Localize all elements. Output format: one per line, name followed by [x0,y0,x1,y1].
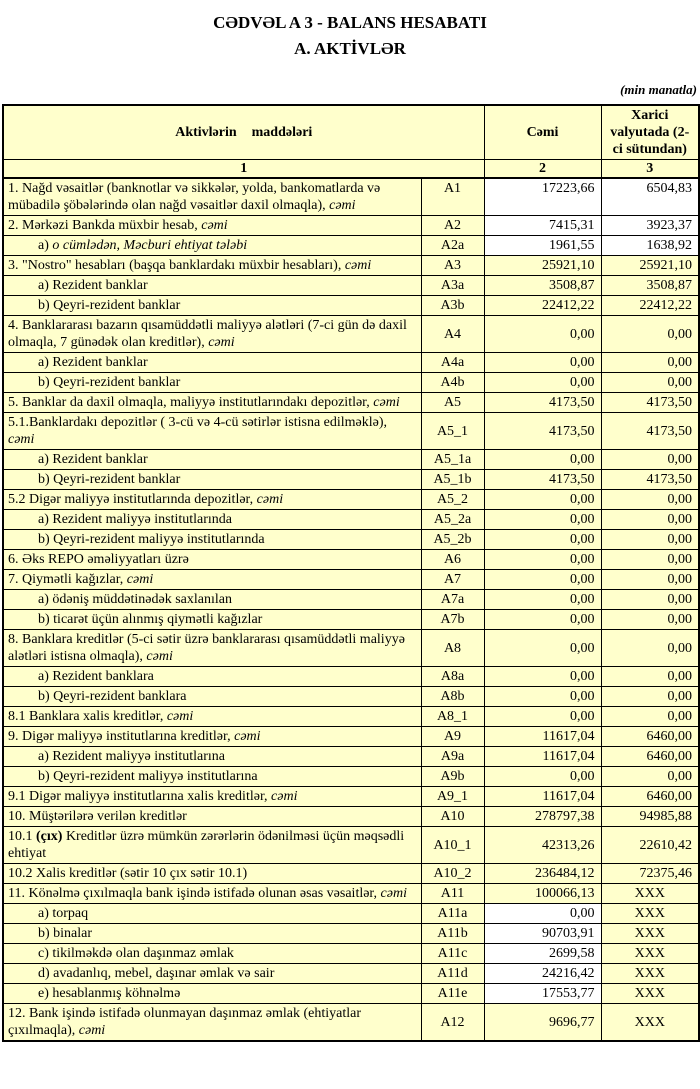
row-value-cemi: 24216,42 [484,964,601,984]
row-label [3,236,421,256]
row-label-text: o cümlədən, Məcburi ehtiyat tələbi [52,238,248,253]
row-label [3,827,421,864]
column-number-3: 3 [601,160,699,179]
row-label-text: cəmi [8,432,35,447]
row-value-cemi: 0,00 [484,353,601,373]
row-label [3,610,421,630]
row-code: A5_1b [421,470,484,490]
row-label-text: b) Qeyri-rezident banklar [38,375,181,390]
row-code: A2 [421,216,484,236]
table-row [3,490,699,510]
row-value-cemi: 11617,04 [484,747,601,767]
row-label-text: 9. Digər maliyyə institutlarına kreditlər, [8,729,235,744]
row-code: A1 [421,178,484,216]
row-value-xarici: 94985,88 [601,807,699,827]
row-label-text: b) binalar [38,926,93,941]
row-code: A9a [421,747,484,767]
table-row [3,904,699,924]
row-label [3,490,421,510]
row-value-cemi: 0,00 [484,610,601,630]
table-row [3,667,699,687]
row-label-text: d) avadanlıq, mebel, daşınar əmlak və sair [38,966,275,981]
table-row [3,787,699,807]
row-label-text: cəmi [271,789,298,804]
table-row [3,827,699,864]
row-value-cemi: 2699,58 [484,944,601,964]
row-label-text: cəmi [126,572,154,587]
row-value-xarici: 0,00 [601,767,699,787]
row-value-xarici: 0,00 [601,490,699,510]
table-row [3,373,699,393]
row-value-xarici: XXX [601,924,699,944]
table-row [3,316,699,353]
table-row [3,1004,699,1042]
row-code: A5 [421,393,484,413]
table-row [3,530,699,550]
balance-table [2,104,700,1042]
row-value-cemi: 0,00 [484,373,601,393]
row-code: A11d [421,964,484,984]
row-label-text: cəmi [78,1023,106,1038]
row-label-text: 2. Mərkəzi Bankda müxbir hesab, [8,218,202,233]
row-label-text: cəmi [329,198,356,213]
row-label-text: b) ticarət üçün alınmış qiymətli kağızlar [38,612,263,627]
row-code: A3b [421,296,484,316]
row-value-cemi: 4173,50 [484,470,601,490]
row-code: A11 [421,884,484,904]
row-label-text: a) Rezident maliyyə institutlarında [38,512,232,527]
row-value-xarici: 0,00 [601,373,699,393]
row-code: A6 [421,550,484,570]
row-label [3,276,421,296]
row-code: A8 [421,630,484,667]
header-items-column: Aktivlərin maddələri [3,105,484,160]
row-value-cemi: 0,00 [484,667,601,687]
column-number-row [3,160,699,179]
row-value-xarici: XXX [601,944,699,964]
table-header-row [3,105,699,160]
table-row [3,964,699,984]
row-label-text: 10.1 [8,829,36,844]
row-value-xarici: 0,00 [601,316,699,353]
row-value-cemi: 90703,91 [484,924,601,944]
row-code: A7 [421,570,484,590]
row-value-xarici: 4173,50 [601,393,699,413]
table-row [3,924,699,944]
row-value-xarici: 0,00 [601,590,699,610]
table-row [3,296,699,316]
row-label-text: cəmi [166,709,194,724]
row-code: A9_1 [421,787,484,807]
row-code: A8_1 [421,707,484,727]
row-label [3,413,421,450]
row-value-xarici: 0,00 [601,667,699,687]
balance-table-body [3,178,699,1041]
row-code: A10_2 [421,864,484,884]
row-label [3,687,421,707]
row-code: A7b [421,610,484,630]
row-label-text: a) Rezident banklar [38,355,148,370]
row-value-xarici: XXX [601,964,699,984]
row-label [3,667,421,687]
row-value-cemi: 7415,31 [484,216,601,236]
row-label-text: (çıx) [36,829,63,844]
page-title-line2: A. AKTİVLƏR [294,39,406,58]
table-row [3,510,699,530]
table-row [3,944,699,964]
table-row [3,807,699,827]
row-value-cemi: 4173,50 [484,393,601,413]
row-label [3,944,421,964]
row-value-cemi: 0,00 [484,510,601,530]
row-label-text: a) Rezident banklar [38,452,148,467]
table-row [3,864,699,884]
row-code: A9b [421,767,484,787]
row-value-cemi: 0,00 [484,707,601,727]
row-code: A11c [421,944,484,964]
row-value-xarici: 25921,10 [601,256,699,276]
row-code: A7a [421,590,484,610]
table-row [3,216,699,236]
row-label-text: 6. Əks REPO əməliyyatları üzrə [8,552,189,567]
row-label-text: a) Rezident maliyyə institutlarına [38,749,225,764]
table-row [3,353,699,373]
row-value-xarici: XXX [601,984,699,1004]
row-label-text: 8.1 Banklara xalis kreditlər, [8,709,167,724]
row-label [3,807,421,827]
row-code: A3a [421,276,484,296]
row-label-text: a) Rezident banklara [38,669,154,684]
table-row [3,610,699,630]
row-code: A8a [421,667,484,687]
row-label [3,373,421,393]
row-code: A2a [421,236,484,256]
row-value-cemi: 236484,12 [484,864,601,884]
row-label [3,530,421,550]
row-value-xarici: XXX [601,904,699,924]
row-label [3,884,421,904]
table-row [3,450,699,470]
row-label [3,316,421,353]
row-label-text: cəmi [146,649,173,664]
row-label [3,353,421,373]
row-code: A4a [421,353,484,373]
row-value-xarici: XXX [601,1004,699,1042]
row-label-text: b) Qeyri-rezident banklara [38,689,187,704]
row-value-cemi: 17553,77 [484,984,601,1004]
row-label-text: e) hesablanmış köhnəlmə [38,986,181,1001]
row-label [3,570,421,590]
row-value-xarici: 0,00 [601,450,699,470]
row-value-cemi: 1961,55 [484,236,601,256]
row-code: A10_1 [421,827,484,864]
table-row [3,236,699,256]
row-value-cemi: 0,00 [484,450,601,470]
row-value-xarici: 22610,42 [601,827,699,864]
row-value-cemi: 278797,38 [484,807,601,827]
row-label-text: 3. "Nostro" hesabları (başqa banklardakı müxbir hesabları), [8,258,345,273]
row-code: A10 [421,807,484,827]
row-label-text: Kreditlər üzrə mümkün zərərlərin ödənilməsi üçün məqsədli ehtiyat [8,829,405,861]
row-label [3,787,421,807]
row-label [3,747,421,767]
row-value-cemi: 100066,13 [484,884,601,904]
row-label-text: 8. Banklara kreditlər (5-ci sətir üzrə banklararası qısamüddətli maliyyə alətləri istisna olmaqla), [8,632,405,664]
row-value-xarici: 0,00 [601,570,699,590]
row-label [3,550,421,570]
row-label [3,296,421,316]
row-value-xarici: XXX [601,884,699,904]
row-value-xarici: 4173,50 [601,413,699,450]
row-value-xarici: 0,00 [601,610,699,630]
row-value-cemi: 0,00 [484,550,601,570]
row-label [3,470,421,490]
row-value-xarici: 22412,22 [601,296,699,316]
row-label-text: cəmi [373,395,400,410]
row-value-cemi: 4173,50 [484,413,601,450]
row-code: A5_2 [421,490,484,510]
row-label-text: 5.2 Digər maliyyə institutlarında depozitlər, [8,492,257,507]
row-code: A4b [421,373,484,393]
row-code: A5_1 [421,413,484,450]
row-label [3,864,421,884]
row-label [3,727,421,747]
row-value-xarici: 0,00 [601,510,699,530]
column-number-2: 2 [484,160,601,179]
row-label-text: c) tikilməkdə olan daşınmaz əmlak [38,946,234,961]
table-row [3,727,699,747]
row-code: A11b [421,924,484,944]
row-value-cemi: 0,00 [484,687,601,707]
table-row [3,590,699,610]
table-row [3,256,699,276]
row-value-cemi: 0,00 [484,767,601,787]
row-value-cemi: 42313,26 [484,827,601,864]
row-label-text: 4. Banklararası bazarın qısamüddətli maliyyə alətləri (7-ci gün də daxil olmaqla, 7 günədək olan kreditlər), [8,318,407,350]
row-label-text: a) torpaq [38,906,89,921]
row-label [3,510,421,530]
row-value-cemi: 0,00 [484,316,601,353]
row-label [3,904,421,924]
row-label-text: a) ödəniş müddətinədək saxlanılan [38,592,232,607]
row-label [3,924,421,944]
column-number-1: 1 [3,160,484,179]
row-label-text: 10. Müştərilərə verilən kreditlər [8,809,187,824]
row-label-text: 1. Nağd vəsaitlər (banknotlar və sikkələr, yolda, bankomatlarda və mübadilə şöbələrində olan nağd vəsaitlər daxil olmaqla), [8,181,381,213]
row-label-text: a) [38,238,53,253]
row-label [3,450,421,470]
table-row [3,470,699,490]
row-value-xarici: 4173,50 [601,470,699,490]
row-value-cemi: 0,00 [484,630,601,667]
row-label-text: 5. Banklar da daxil olmaqla, maliyyə institutlarındakı depozitlər, [8,395,374,410]
table-row [3,884,699,904]
row-label-text: cəmi [344,258,372,273]
row-value-xarici: 72375,46 [601,864,699,884]
row-value-xarici: 6460,00 [601,727,699,747]
row-label-text: b) Qeyri-rezident maliyyə institutlarına [38,769,258,784]
row-label [3,964,421,984]
row-value-cemi: 22412,22 [484,296,601,316]
row-value-xarici: 6460,00 [601,787,699,807]
row-code: A5_2b [421,530,484,550]
header-xarici-column: Xarici valyutada (2-ci sütundan) [601,105,699,160]
row-code: A5_2a [421,510,484,530]
row-label [3,178,421,216]
row-value-xarici: 0,00 [601,707,699,727]
table-row [3,413,699,450]
row-label-text: b) Qeyri-rezident banklar [38,472,181,487]
header-cemi-column: Cəmi [484,105,601,160]
row-value-xarici: 6460,00 [601,747,699,767]
row-value-cemi: 9696,77 [484,1004,601,1042]
row-label-text: 11. Könəlmə çıxılmaqla bank işində istifadə olunan əsas vəsaitlər, [8,886,381,901]
row-value-xarici: 0,00 [601,630,699,667]
row-code: A8b [421,687,484,707]
row-code: A11e [421,984,484,1004]
row-label-text: a) Rezident banklar [38,278,148,293]
table-row [3,767,699,787]
table-row [3,276,699,296]
row-label [3,767,421,787]
table-row [3,630,699,667]
row-label-text: 7. Qiymətli kağızlar, [8,572,127,587]
table-row [3,393,699,413]
row-value-cemi: 3508,87 [484,276,601,296]
row-label-text: cəmi [380,886,407,901]
row-label [3,393,421,413]
row-label-text: b) Qeyri-rezident maliyyə institutlarında [38,532,265,547]
page-title [0,0,700,62]
row-label [3,984,421,1004]
unit-note: (min manatla) [620,82,697,97]
row-label-text: cəmi [234,729,261,744]
table-row [3,570,699,590]
row-label-text: b) Qeyri-rezident banklar [38,298,181,313]
row-value-cemi: 11617,04 [484,727,601,747]
row-label [3,216,421,236]
row-value-xarici: 0,00 [601,353,699,373]
table-row [3,178,699,216]
row-label [3,707,421,727]
row-label-text: cəmi [256,492,284,507]
table-row [3,984,699,1004]
row-value-xarici: 0,00 [601,550,699,570]
page-title-line1: CƏDVƏL A 3 - BALANS HESABATI [213,13,487,32]
row-value-cemi: 0,00 [484,904,601,924]
row-label [3,590,421,610]
row-value-cemi: 0,00 [484,590,601,610]
row-label-text: 9.1 Digər maliyyə institutlarına xalis kreditlər, [8,789,272,804]
row-value-cemi: 0,00 [484,490,601,510]
row-value-cemi: 0,00 [484,570,601,590]
row-label-text: cəmi [201,218,228,233]
row-label-text: 5.1.Banklardakı depozitlər ( 3-cü və 4-cü sətirlər istisna edilməklə), [8,415,388,430]
row-code: A12 [421,1004,484,1042]
row-code: A9 [421,727,484,747]
row-value-cemi: 0,00 [484,530,601,550]
row-value-xarici: 3923,37 [601,216,699,236]
row-value-xarici: 6504,83 [601,178,699,216]
row-value-cemi: 25921,10 [484,256,601,276]
row-value-cemi: 17223,66 [484,178,601,216]
row-code: A4 [421,316,484,353]
row-code: A5_1a [421,450,484,470]
table-row [3,687,699,707]
row-code: A3 [421,256,484,276]
row-value-xarici: 0,00 [601,530,699,550]
row-label-text: cəmi [208,335,235,350]
row-value-xarici: 1638,92 [601,236,699,256]
table-row [3,707,699,727]
row-value-cemi: 11617,04 [484,787,601,807]
row-label [3,256,421,276]
row-label-text: 10.2 Xalis kreditlər (sətir 10 çıx sətir 10.1) [8,866,248,881]
table-row [3,550,699,570]
row-label-text: 12. Bank işində istifadə olunmayan daşınmaz əmlak (ehtiyatlar çıxılmaqla), [8,1006,362,1038]
table-row [3,747,699,767]
row-code: A11a [421,904,484,924]
row-label [3,1004,421,1042]
row-value-xarici: 0,00 [601,687,699,707]
row-value-xarici: 3508,87 [601,276,699,296]
row-label [3,630,421,667]
